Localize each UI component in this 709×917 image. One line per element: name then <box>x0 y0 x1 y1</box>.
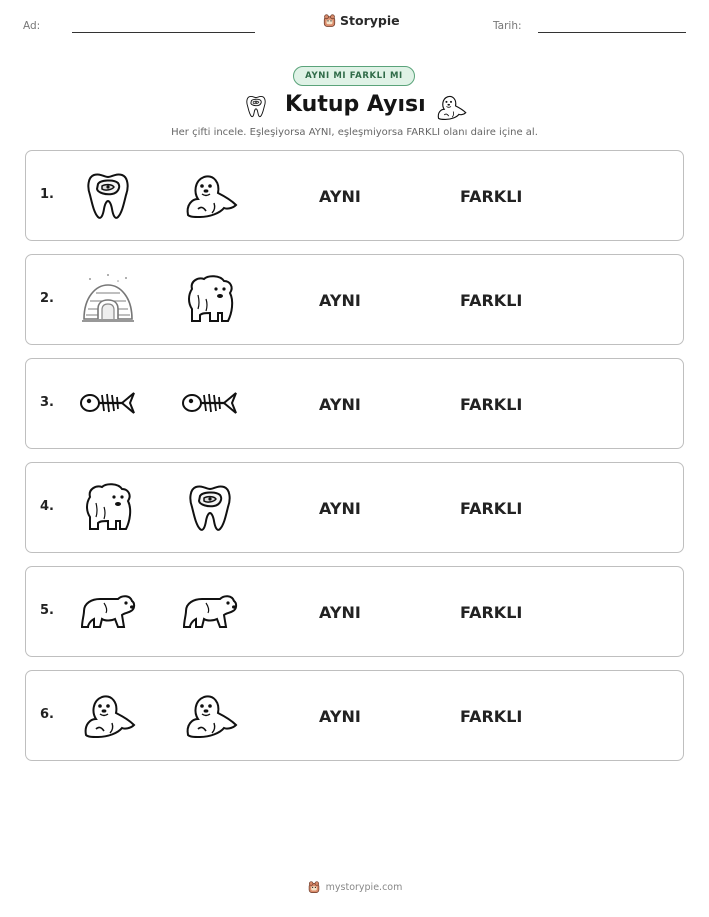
option-different[interactable]: FARKLI <box>460 187 523 206</box>
instructions: Her çifti incele. Eşleşiyorsa AYNI, eşleşmiyorsa FARKLI olanı daire içine al. <box>171 127 538 138</box>
row-number: 5. <box>40 603 54 618</box>
brand-name: Storypie <box>340 13 400 28</box>
option-different[interactable]: FARKLI <box>460 395 523 414</box>
row-number: 6. <box>40 707 54 722</box>
footer-url: mystorypie.com <box>325 881 403 893</box>
date-field[interactable] <box>538 32 686 33</box>
date-label: Tarih: <box>493 20 522 32</box>
seal-icon <box>180 165 240 225</box>
option-same[interactable]: AYNI <box>319 187 361 206</box>
polar-bear-icon <box>180 269 240 329</box>
option-same[interactable]: AYNI <box>319 707 361 726</box>
option-different[interactable]: FARKLI <box>460 499 523 518</box>
igloo-icon <box>78 269 138 329</box>
fish-bone-icon <box>78 373 138 433</box>
exercise-row <box>25 150 684 241</box>
exercise-row <box>25 462 684 553</box>
row-number: 2. <box>40 291 54 306</box>
walking-bear-icon <box>78 581 138 641</box>
storypie-logo-icon <box>322 13 337 28</box>
fish-bone-icon <box>180 373 240 433</box>
row-number: 4. <box>40 499 54 514</box>
exercise-row <box>25 566 684 657</box>
tooth-icon <box>242 92 270 120</box>
exercise-row <box>25 670 684 761</box>
row-number: 3. <box>40 395 54 410</box>
storypie-logo-icon <box>307 880 321 894</box>
tooth-icon <box>180 477 240 537</box>
tooth-icon <box>78 165 138 225</box>
exercise-row <box>25 358 684 449</box>
seal-icon <box>180 685 240 745</box>
exercise-row <box>25 254 684 345</box>
option-different[interactable]: FARKLI <box>460 603 523 622</box>
option-different[interactable]: FARKLI <box>460 291 523 310</box>
option-same[interactable]: AYNI <box>319 603 361 622</box>
row-number: 1. <box>40 187 54 202</box>
walking-bear-icon <box>180 581 240 641</box>
brand <box>322 13 400 28</box>
seal-icon <box>78 685 138 745</box>
polar-bear-icon <box>78 477 138 537</box>
option-same[interactable]: AYNI <box>319 499 361 518</box>
option-different[interactable]: FARKLI <box>460 707 523 726</box>
name-field[interactable] <box>72 32 255 33</box>
option-same[interactable]: AYNI <box>319 291 361 310</box>
name-label: Ad: <box>23 20 41 32</box>
option-same[interactable]: AYNI <box>319 395 361 414</box>
page-title: Kutup Ayısı <box>285 92 426 117</box>
activity-badge: AYNI MI FARKLI MI <box>293 66 415 86</box>
footer <box>0 880 709 894</box>
seal-icon <box>434 90 468 124</box>
